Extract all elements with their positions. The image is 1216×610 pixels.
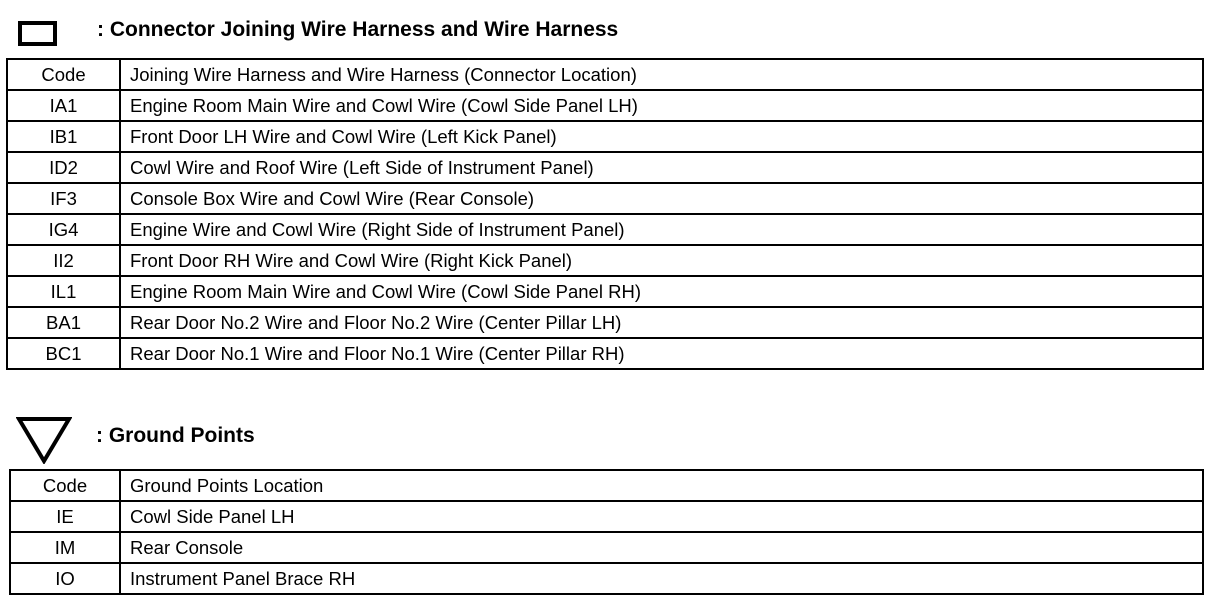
ground-code-cell: IO [10, 563, 120, 594]
connector-table-body [7, 59, 1203, 369]
table-row [7, 183, 1203, 214]
connector-code-cell: BA1 [7, 307, 120, 338]
table-row [10, 532, 1203, 563]
ground-symbol-triangle-icon [16, 416, 72, 464]
ground-desc-cell: Rear Console [120, 532, 1203, 563]
ground-code-cell: IE [10, 501, 120, 532]
connector-section-title: : Connector Joining Wire Harness and Wire Harness [97, 18, 619, 41]
connector-code-cell: BC1 [7, 338, 120, 369]
ground-desc-cell: Cowl Side Panel LH [120, 501, 1203, 532]
ground-table [9, 469, 1204, 595]
connector-symbol-square-icon [18, 21, 57, 46]
table-row [10, 501, 1203, 532]
table-row [7, 338, 1203, 369]
connector-code-cell: IF3 [7, 183, 120, 214]
connector-desc-cell: Cowl Wire and Roof Wire (Left Side of Instrument Panel) [120, 152, 1203, 183]
table-row [7, 90, 1203, 121]
connector-desc-cell: Engine Room Main Wire and Cowl Wire (Cowl Side Panel LH) [120, 90, 1203, 121]
ground-section-title: : Ground Points [96, 424, 255, 447]
table-row [7, 121, 1203, 152]
ground-table-header-row [10, 470, 1203, 501]
table-row [7, 214, 1203, 245]
connector-code-cell: IB1 [7, 121, 120, 152]
connector-desc-cell: Front Door LH Wire and Cowl Wire (Left Kick Panel) [120, 121, 1203, 152]
ground-code-cell: IM [10, 532, 120, 563]
connector-header-code: Code [7, 59, 120, 90]
ground-header-desc: Ground Points Location [120, 470, 1203, 501]
table-row [7, 276, 1203, 307]
table-row [7, 245, 1203, 276]
connector-table-header-row [7, 59, 1203, 90]
ground-table-body [10, 470, 1203, 594]
table-row [7, 152, 1203, 183]
connector-code-cell: IA1 [7, 90, 120, 121]
table-row [10, 563, 1203, 594]
ground-header-code: Code [10, 470, 120, 501]
connector-header-desc: Joining Wire Harness and Wire Harness (Connector Location) [120, 59, 1203, 90]
connector-code-cell: II2 [7, 245, 120, 276]
connector-desc-cell: Engine Wire and Cowl Wire (Right Side of Instrument Panel) [120, 214, 1203, 245]
connector-desc-cell: Console Box Wire and Cowl Wire (Rear Console) [120, 183, 1203, 214]
connector-desc-cell: Rear Door No.2 Wire and Floor No.2 Wire (Center Pillar LH) [120, 307, 1203, 338]
connector-code-cell: ID2 [7, 152, 120, 183]
connector-table [6, 58, 1204, 370]
connector-code-cell: IG4 [7, 214, 120, 245]
connector-desc-cell: Front Door RH Wire and Cowl Wire (Right Kick Panel) [120, 245, 1203, 276]
table-row [7, 307, 1203, 338]
connector-code-cell: IL1 [7, 276, 120, 307]
connector-desc-cell: Rear Door No.1 Wire and Floor No.1 Wire (Center Pillar RH) [120, 338, 1203, 369]
ground-desc-cell: Instrument Panel Brace RH [120, 563, 1203, 594]
connector-desc-cell: Engine Room Main Wire and Cowl Wire (Cowl Side Panel RH) [120, 276, 1203, 307]
